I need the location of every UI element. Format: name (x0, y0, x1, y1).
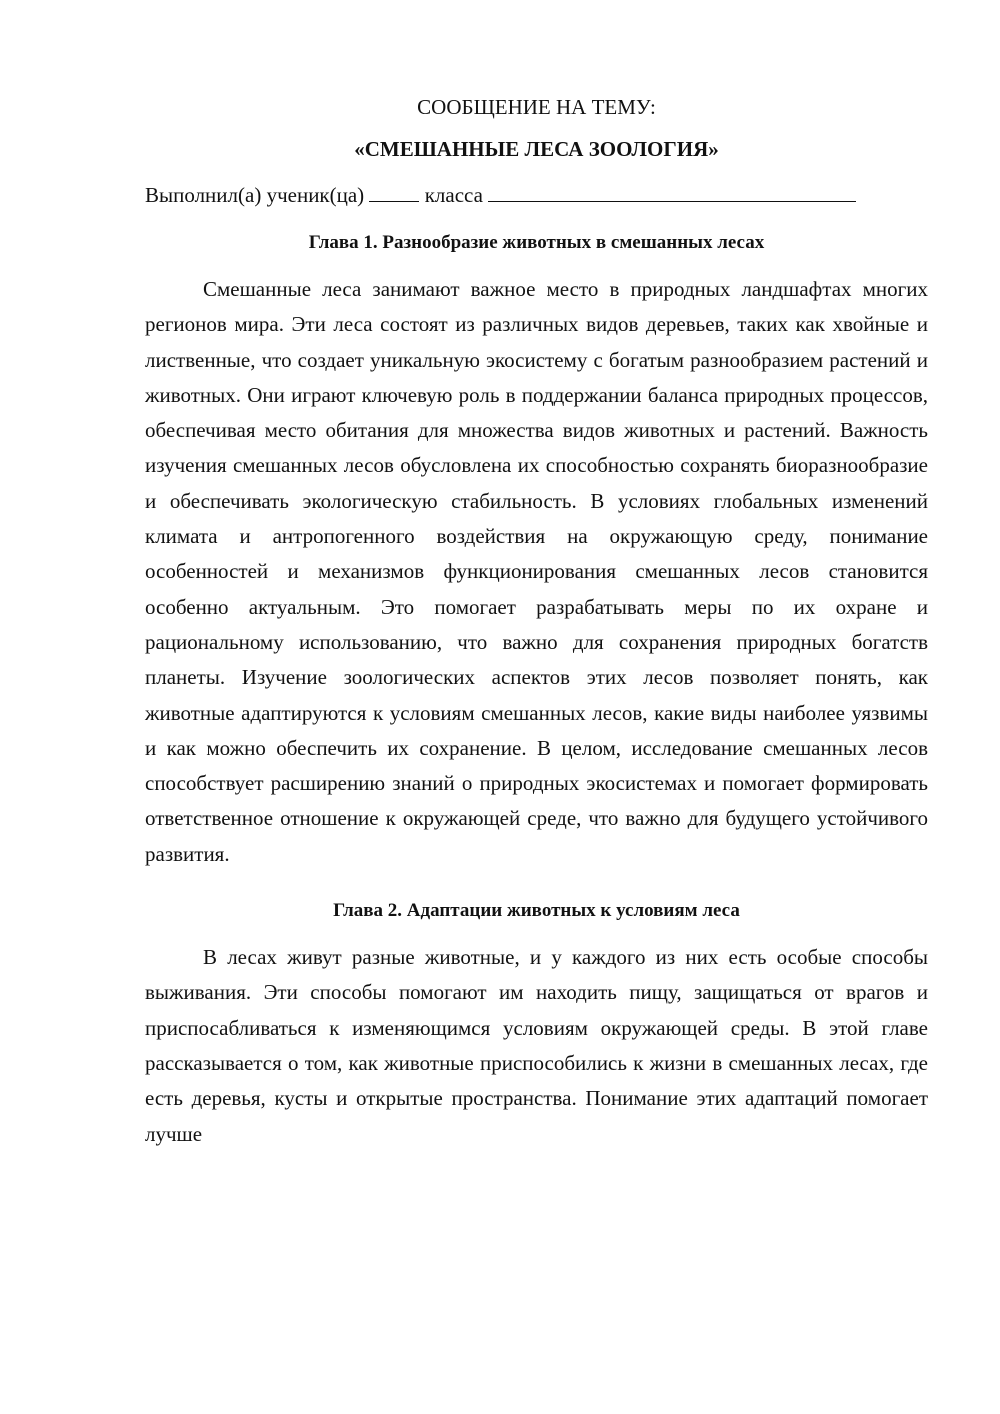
chapter-2-paragraph: В лесах живут разные животные, и у каждого из них есть особые способы выживания. Эти способы помогают им находить пищу, защищаться от врагов и приспосабливаться к изменяющимся условиям окружающей среды. В этой главе рассказывается о том, как животные приспособились к жизни в смешанных лесах, где есть деревья, кусты и открытые пространства. Понимание этих адаптаций помогает лучше (145, 945, 928, 1146)
grade-blank (369, 181, 419, 202)
chapter-2-heading: Глава 2. Адаптации животных к условиям леса (333, 900, 740, 922)
document-title-line-2: «СМЕШАННЫЕ ЛЕСА ЗООЛОГИЯ» (354, 137, 719, 161)
name-blank (488, 181, 856, 202)
performer-class-label: класса (424, 183, 483, 207)
document-title-line-1: СООБЩЕНИЕ НА ТЕМУ: (417, 95, 656, 119)
document-page (145, 92, 928, 1152)
chapter-1-paragraph: Смешанные леса занимают важное место в природных ландшафтах многих регионов мира. Эти леса состоят из различных видов деревьев, таких как хвойные и лиственные, что создает уникальную экосистему с богатым разнообразием растений и животных. Они играют ключевую роль в поддержании баланса природных процессов, обеспечивая место обитания для множества видов животных и растений. Важность изучения смешанных лесов обусловлена их способностью сохранять биоразнообразие и обеспечивать экологическую стабильность. В условиях глобальных изменений климата и антропогенного воздействия на окружающую среду, понимание особенностей и механизмов функционирования смешанных лесов становится особенно актуальным. Это помогает разрабатывать меры по их охране и рациональному использованию, что важно для сохранения природных богатств планеты. Изучение зоологических аспектов этих лесов позволяет понять, как животные адаптируются к условиям смешанных лесов, какие виды наиболее уязвимы и как можно обеспечить их сохранение. В целом, исследование смешанных лесов способствует расширению знаний о природных экосистемах и помогает формировать ответственное отношение к окружающей среде, что важно для будущего устойчивого развития. (145, 277, 928, 866)
performer-line (145, 180, 928, 210)
performer-prefix: Выполнил(а) ученик(ца) (145, 183, 365, 207)
chapter-1-heading: Глава 1. Разнообразие животных в смешанных лесах (308, 232, 765, 253)
